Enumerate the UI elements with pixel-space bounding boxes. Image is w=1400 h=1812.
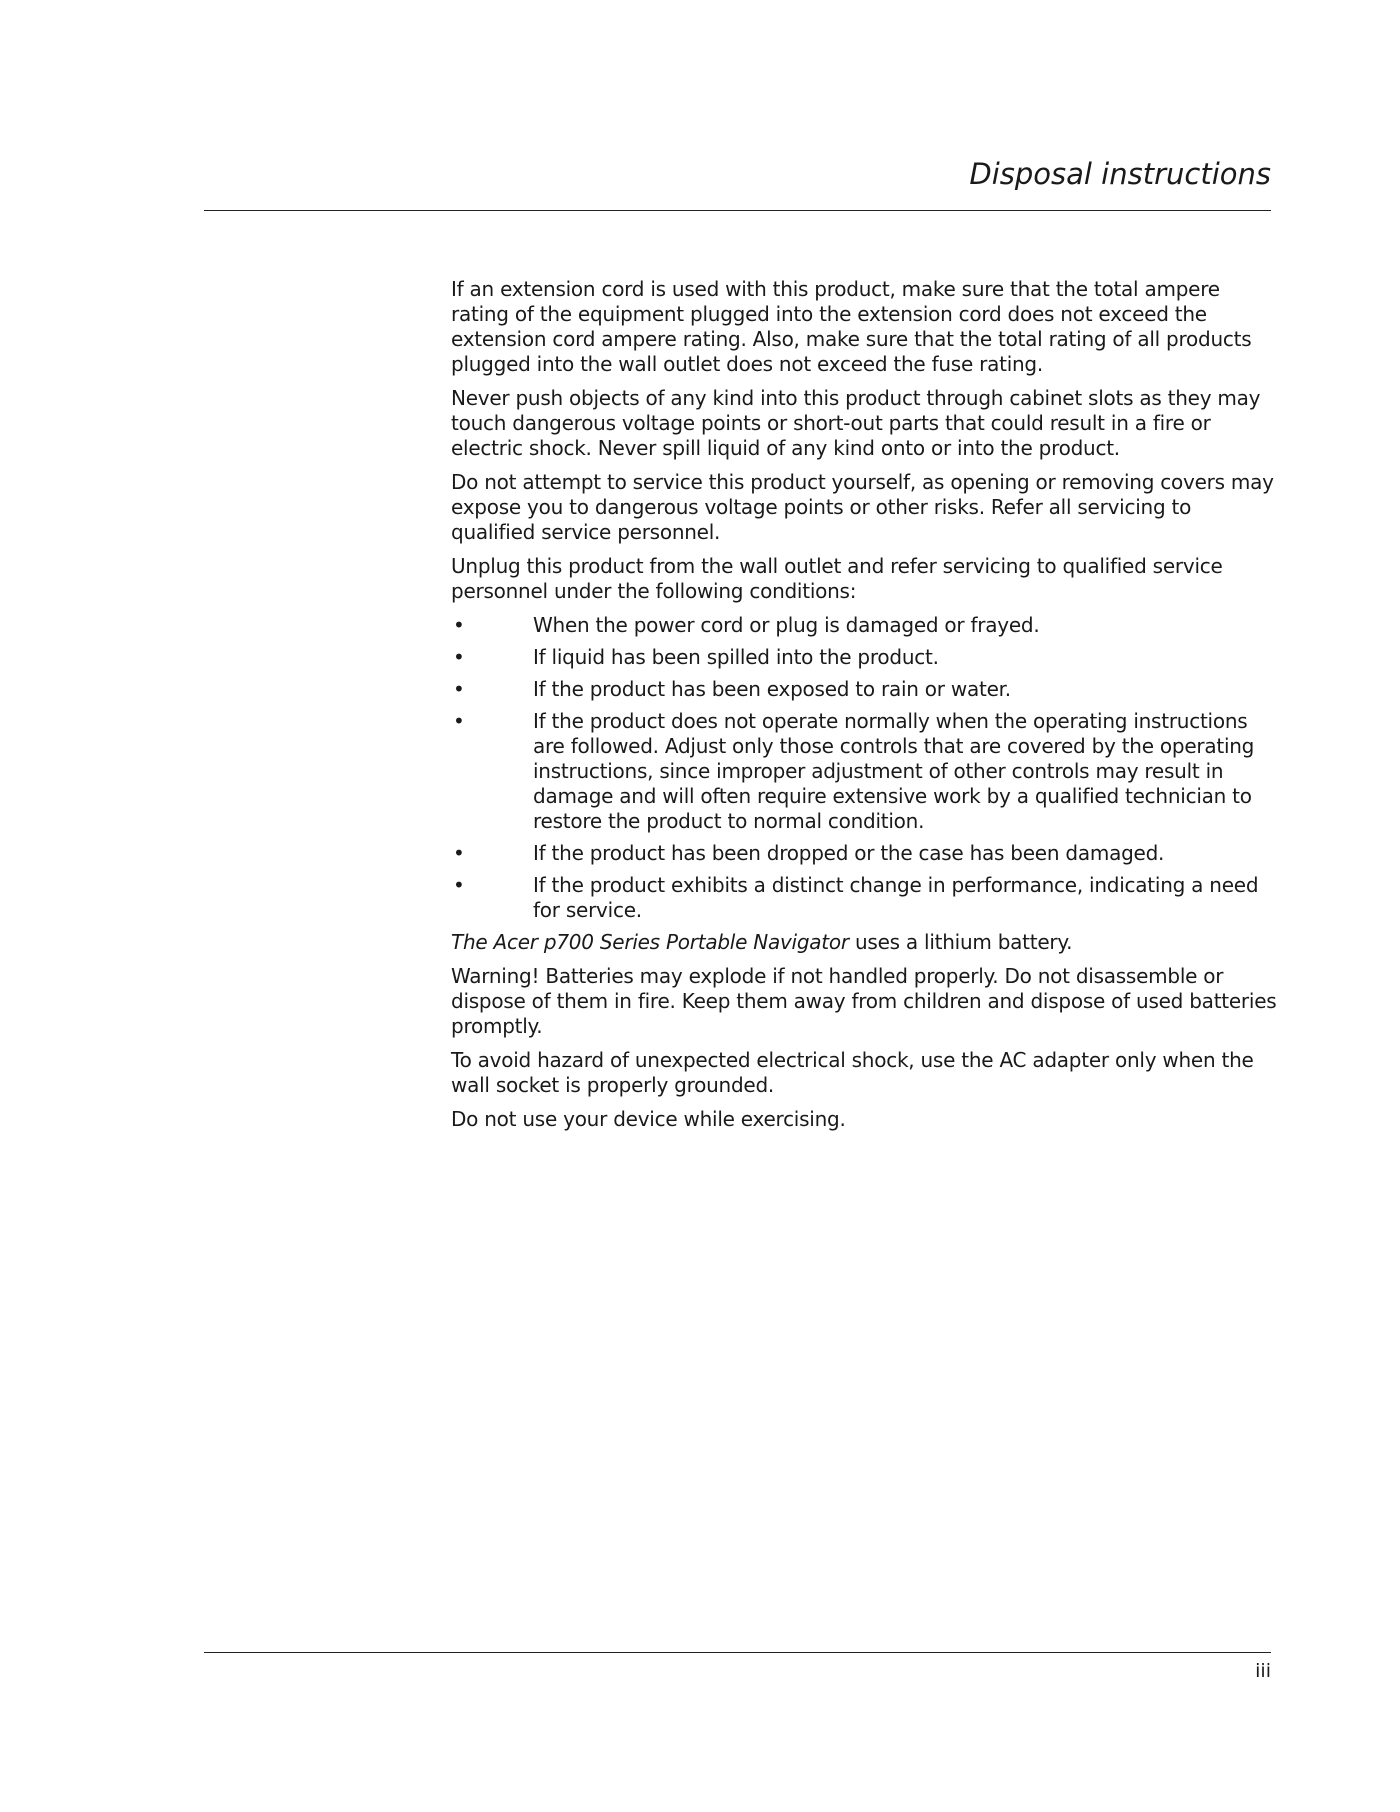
page-header-title: Disposal instructions [969,157,1271,191]
paragraph-battery-warning: Warning! Batteries may explode if not handled properly. Do not disassemble or dispose of them in fire. Keep them away from children and dispose of used batteries promptly. [451,964,1277,1038]
footer-divider [204,1652,1271,1653]
paragraph-service: Do not attempt to service this product yourself, as opening or removing covers may expose you to dangerous voltage points or other risks. Refer all servicing to qualified service personnel. [451,470,1274,544]
paragraph-extension-cord: If an extension cord is used with this product, make sure that the total ampere rating of the equipment plugged into the extension cord does not exceed the extension cord ampere rating. Also, make sure that the total rating of all products plugged into the wall outlet does not exceed the fuse rating. [451,277,1252,376]
bullet-icon: • [453,613,465,637]
list-item-text: If the product exhibits a distinct change in performance, indicating a need for service. [533,873,1259,922]
page-number: iii [1255,1660,1271,1682]
paragraph-ac-adapter: To avoid hazard of unexpected electrical shock, use the AC adapter only when the wall socket is properly grounded. [451,1048,1254,1097]
bullet-icon: • [453,841,465,865]
header-divider [204,210,1271,211]
list-item [451,613,1277,638]
list-item [451,873,1277,923]
list-item [451,841,1277,866]
bullet-icon: • [453,873,465,897]
bullet-icon: • [453,709,465,733]
list-item [451,709,1277,834]
list-item-text: When the power cord or plug is damaged or frayed. [533,613,1040,637]
bullet-icon: • [453,677,465,701]
conditions-list [451,613,1277,923]
paragraph-unplug-conditions: Unplug this product from the wall outlet and refer servicing to qualified service personnel under the following conditions: [451,554,1223,603]
paragraph-cabinet-slots: Never push objects of any kind into this product through cabinet slots as they may touch dangerous voltage points or short-out parts that could result in a fire or electric shock. Never spill liquid of any kind onto or into the product. [451,386,1261,460]
list-item [451,677,1277,702]
list-item [451,645,1277,670]
list-item-text: If the product does not operate normally when the operating instructions are followed. Adjust only those controls that are covered by the operating instructions, since improper adjustment of other controls may result in damage and will often require extensive work by a qualified technician to restore the product to normal condition. [533,709,1255,833]
list-item-text: If the product has been exposed to rain or water. [533,677,1011,701]
safety-instructions-body [451,277,1277,1141]
list-item-text: If the product has been dropped or the case has been damaged. [533,841,1165,865]
paragraph-battery [451,930,1277,955]
bullet-icon: • [453,645,465,669]
list-item-text: If liquid has been spilled into the product. [533,645,939,669]
paragraph-exercising: Do not use your device while exercising. [451,1107,846,1131]
product-name: The Acer p700 Series Portable Navigator [451,930,849,954]
battery-note-text: uses a lithium battery. [848,930,1073,954]
